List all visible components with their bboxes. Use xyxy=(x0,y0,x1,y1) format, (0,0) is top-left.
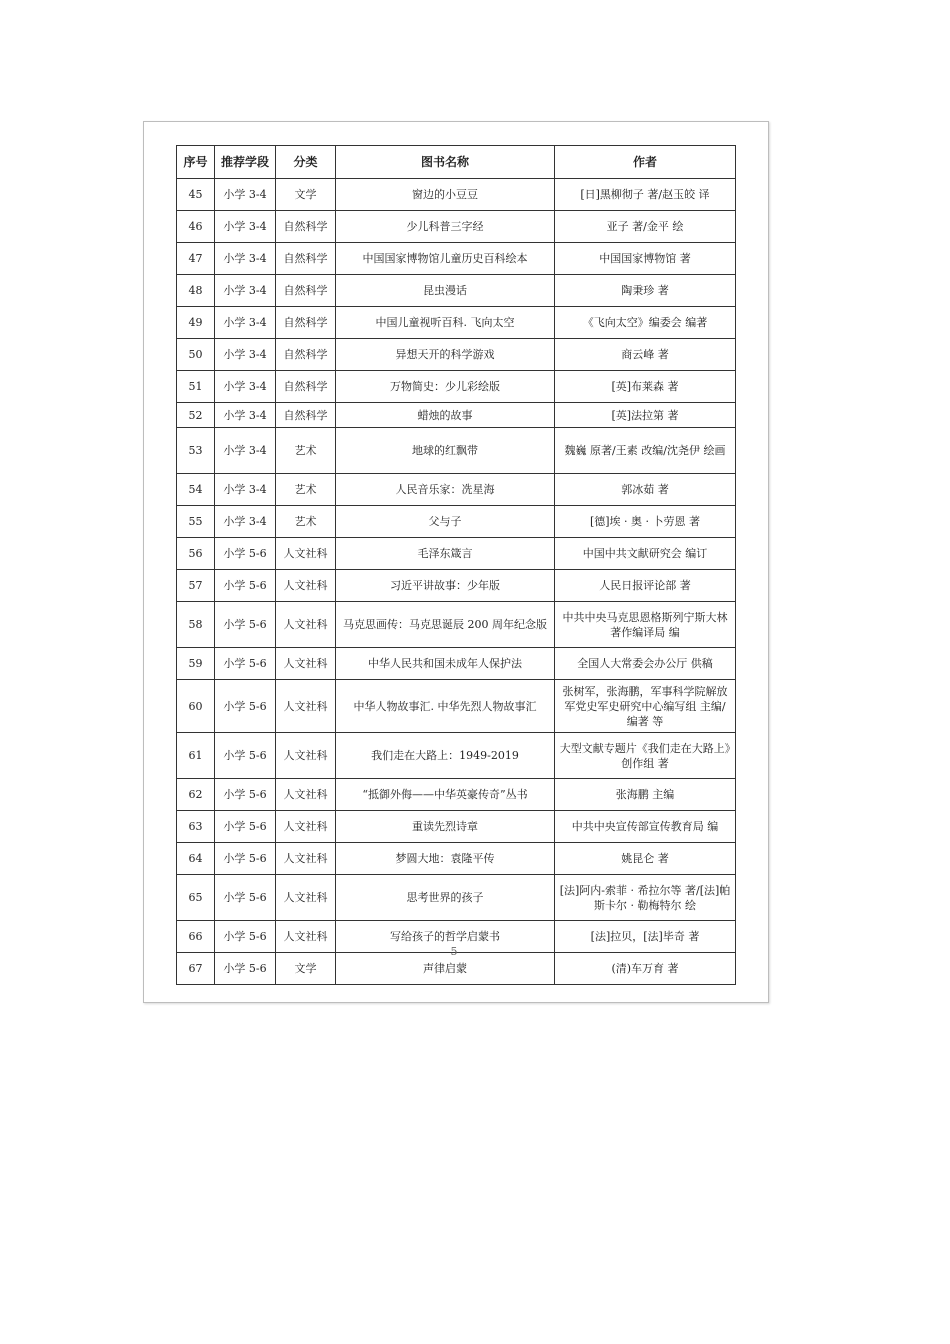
cell-index: 46 xyxy=(177,211,215,243)
cell-category: 人文社科 xyxy=(276,843,336,875)
cell-title: 我们走在大路上：1949-2019 xyxy=(336,733,555,779)
cell-stage: 小学 5-6 xyxy=(215,811,276,843)
cell-author: 张海鹏 主编 xyxy=(555,779,736,811)
cell-title: 中华人物故事汇. 中华先烈人物故事汇 xyxy=(336,680,555,733)
cell-title: 重读先烈诗章 xyxy=(336,811,555,843)
cell-author: 张树军，张海鹏，军事科学院解放军党史军史研究中心编写组 主编/编著 等 xyxy=(555,680,736,733)
cell-category: 人文社科 xyxy=(276,570,336,602)
cell-author: [英]布莱森 著 xyxy=(555,371,736,403)
cell-author: (清)车万育 著 xyxy=(555,953,736,985)
cell-stage: 小学 5-6 xyxy=(215,733,276,779)
cell-stage: 小学 3-4 xyxy=(215,179,276,211)
cell-title: 思考世界的孩子 xyxy=(336,875,555,921)
table-row xyxy=(177,403,736,428)
cell-title: 少儿科普三字经 xyxy=(336,211,555,243)
table-row xyxy=(177,680,736,733)
cell-title: 马克思画传：马克思诞辰 200 周年纪念版 xyxy=(336,602,555,648)
cell-category: 文学 xyxy=(276,179,336,211)
table-row xyxy=(177,307,736,339)
cell-stage: 小学 5-6 xyxy=(215,648,276,680)
cell-category: 自然科学 xyxy=(276,339,336,371)
table-row xyxy=(177,371,736,403)
cell-title: 蜡烛的故事 xyxy=(336,403,555,428)
cell-stage: 小学 5-6 xyxy=(215,843,276,875)
cell-category: 人文社科 xyxy=(276,538,336,570)
cell-author: 郭冰茹 著 xyxy=(555,474,736,506)
cell-author: 商云峰 著 xyxy=(555,339,736,371)
table-row xyxy=(177,179,736,211)
cell-title: 昆虫漫话 xyxy=(336,275,555,307)
cell-category: 人文社科 xyxy=(276,875,336,921)
cell-index: 64 xyxy=(177,843,215,875)
cell-title: 中国国家博物馆儿童历史百科绘本 xyxy=(336,243,555,275)
cell-category: 自然科学 xyxy=(276,307,336,339)
cell-stage: 小学 3-4 xyxy=(215,371,276,403)
cell-category: 艺术 xyxy=(276,474,336,506)
table-row xyxy=(177,843,736,875)
cell-index: 61 xyxy=(177,733,215,779)
cell-index: 50 xyxy=(177,339,215,371)
cell-author: 陶秉珍 著 xyxy=(555,275,736,307)
cell-stage: 小学 3-4 xyxy=(215,307,276,339)
cell-index: 45 xyxy=(177,179,215,211)
table-row xyxy=(177,602,736,648)
cell-category: 人文社科 xyxy=(276,779,336,811)
cell-category: 人文社科 xyxy=(276,648,336,680)
cell-title: 人民音乐家：冼星海 xyxy=(336,474,555,506)
cell-index: 65 xyxy=(177,875,215,921)
cell-title: 父与子 xyxy=(336,506,555,538)
cell-title: 习近平讲故事：少年版 xyxy=(336,570,555,602)
cell-index: 62 xyxy=(177,779,215,811)
cell-stage: 小学 5-6 xyxy=(215,875,276,921)
cell-author: 大型文献专题片《我们走在大路上》创作组 著 xyxy=(555,733,736,779)
cell-author: [日]黑柳彻子 著/赵玉皎 译 xyxy=(555,179,736,211)
cell-stage: 小学 3-4 xyxy=(215,428,276,474)
header-index: 序号 xyxy=(177,146,215,179)
cell-author: [法]阿内-索菲 · 希拉尔等 著/[法]帕斯卡尔 · 勒梅特尔 绘 xyxy=(555,875,736,921)
table-row xyxy=(177,339,736,371)
cell-author: 中国国家博物馆 著 xyxy=(555,243,736,275)
cell-category: 艺术 xyxy=(276,428,336,474)
table-row xyxy=(177,474,736,506)
cell-author: 全国人大常委会办公厅 供稿 xyxy=(555,648,736,680)
cell-index: 58 xyxy=(177,602,215,648)
cell-author: 亚子 著/金平 绘 xyxy=(555,211,736,243)
cell-title: 中国儿童视听百科. 飞向太空 xyxy=(336,307,555,339)
table-row xyxy=(177,243,736,275)
cell-title: 地球的红飘带 xyxy=(336,428,555,474)
cell-title: 中华人民共和国未成年人保护法 xyxy=(336,648,555,680)
cell-category: 人文社科 xyxy=(276,680,336,733)
cell-index: 60 xyxy=(177,680,215,733)
cell-category: 人文社科 xyxy=(276,921,336,953)
table-row xyxy=(177,648,736,680)
cell-stage: 小学 3-4 xyxy=(215,506,276,538)
cell-title: 窗边的小豆豆 xyxy=(336,179,555,211)
table-row xyxy=(177,570,736,602)
table-row xyxy=(177,506,736,538)
cell-stage: 小学 3-4 xyxy=(215,275,276,307)
cell-stage: 小学 3-4 xyxy=(215,243,276,275)
book-list-table xyxy=(176,145,736,985)
cell-stage: 小学 3-4 xyxy=(215,474,276,506)
table-row xyxy=(177,875,736,921)
cell-title: “抵御外侮——中华英豪传奇”丛书 xyxy=(336,779,555,811)
cell-stage: 小学 5-6 xyxy=(215,680,276,733)
cell-index: 55 xyxy=(177,506,215,538)
cell-title: 万物简史：少儿彩绘版 xyxy=(336,371,555,403)
cell-index: 66 xyxy=(177,921,215,953)
cell-index: 59 xyxy=(177,648,215,680)
cell-stage: 小学 5-6 xyxy=(215,570,276,602)
cell-title: 声律启蒙 xyxy=(336,953,555,985)
cell-category: 自然科学 xyxy=(276,243,336,275)
header-author: 作者 xyxy=(555,146,736,179)
cell-author: 中共中央马克思恩格斯列宁斯大林著作编译局 编 xyxy=(555,602,736,648)
cell-title: 写给孩子的哲学启蒙书 xyxy=(336,921,555,953)
table-row xyxy=(177,428,736,474)
cell-stage: 小学 5-6 xyxy=(215,602,276,648)
cell-stage: 小学 5-6 xyxy=(215,779,276,811)
cell-index: 53 xyxy=(177,428,215,474)
cell-index: 57 xyxy=(177,570,215,602)
table-body xyxy=(177,179,736,985)
cell-index: 49 xyxy=(177,307,215,339)
cell-title: 梦圆大地：袁隆平传 xyxy=(336,843,555,875)
cell-index: 63 xyxy=(177,811,215,843)
header-title: 图书名称 xyxy=(336,146,555,179)
cell-category: 艺术 xyxy=(276,506,336,538)
cell-index: 48 xyxy=(177,275,215,307)
table-row xyxy=(177,779,736,811)
cell-category: 人文社科 xyxy=(276,602,336,648)
table-row xyxy=(177,211,736,243)
header-stage: 推荐学段 xyxy=(215,146,276,179)
cell-index: 52 xyxy=(177,403,215,428)
cell-index: 47 xyxy=(177,243,215,275)
cell-stage: 小学 3-4 xyxy=(215,339,276,371)
cell-stage: 小学 5-6 xyxy=(215,538,276,570)
cell-category: 人文社科 xyxy=(276,733,336,779)
cell-category: 人文社科 xyxy=(276,811,336,843)
table-row xyxy=(177,275,736,307)
cell-index: 51 xyxy=(177,371,215,403)
table-row xyxy=(177,733,736,779)
table-row xyxy=(177,811,736,843)
cell-stage: 小学 5-6 xyxy=(215,953,276,985)
cell-index: 56 xyxy=(177,538,215,570)
header-category: 分类 xyxy=(276,146,336,179)
table-row xyxy=(177,538,736,570)
cell-title: 异想天开的科学游戏 xyxy=(336,339,555,371)
cell-author: 人民日报评论部 著 xyxy=(555,570,736,602)
cell-category: 自然科学 xyxy=(276,211,336,243)
cell-index: 67 xyxy=(177,953,215,985)
cell-stage: 小学 3-4 xyxy=(215,403,276,428)
cell-category: 自然科学 xyxy=(276,275,336,307)
cell-author: 《飞向太空》编委会 编著 xyxy=(555,307,736,339)
cell-author: 魏巍 原著/王素 改编/沈尧伊 绘画 xyxy=(555,428,736,474)
cell-author: 中共中央宣传部宣传教育局 编 xyxy=(555,811,736,843)
page-number: 5 xyxy=(450,945,458,958)
cell-author: [英]法拉第 著 xyxy=(555,403,736,428)
cell-category: 文学 xyxy=(276,953,336,985)
cell-title: 毛泽东箴言 xyxy=(336,538,555,570)
cell-stage: 小学 3-4 xyxy=(215,211,276,243)
cell-category: 自然科学 xyxy=(276,403,336,428)
cell-author: 姚昆仑 著 xyxy=(555,843,736,875)
cell-author: [德]埃 · 奥 · 卜劳恩 著 xyxy=(555,506,736,538)
table-header-row xyxy=(177,146,736,179)
cell-index: 54 xyxy=(177,474,215,506)
cell-category: 自然科学 xyxy=(276,371,336,403)
cell-stage: 小学 5-6 xyxy=(215,921,276,953)
cell-author: [法]拉贝，[法]毕奇 著 xyxy=(555,921,736,953)
cell-author: 中国中共文献研究会 编订 xyxy=(555,538,736,570)
